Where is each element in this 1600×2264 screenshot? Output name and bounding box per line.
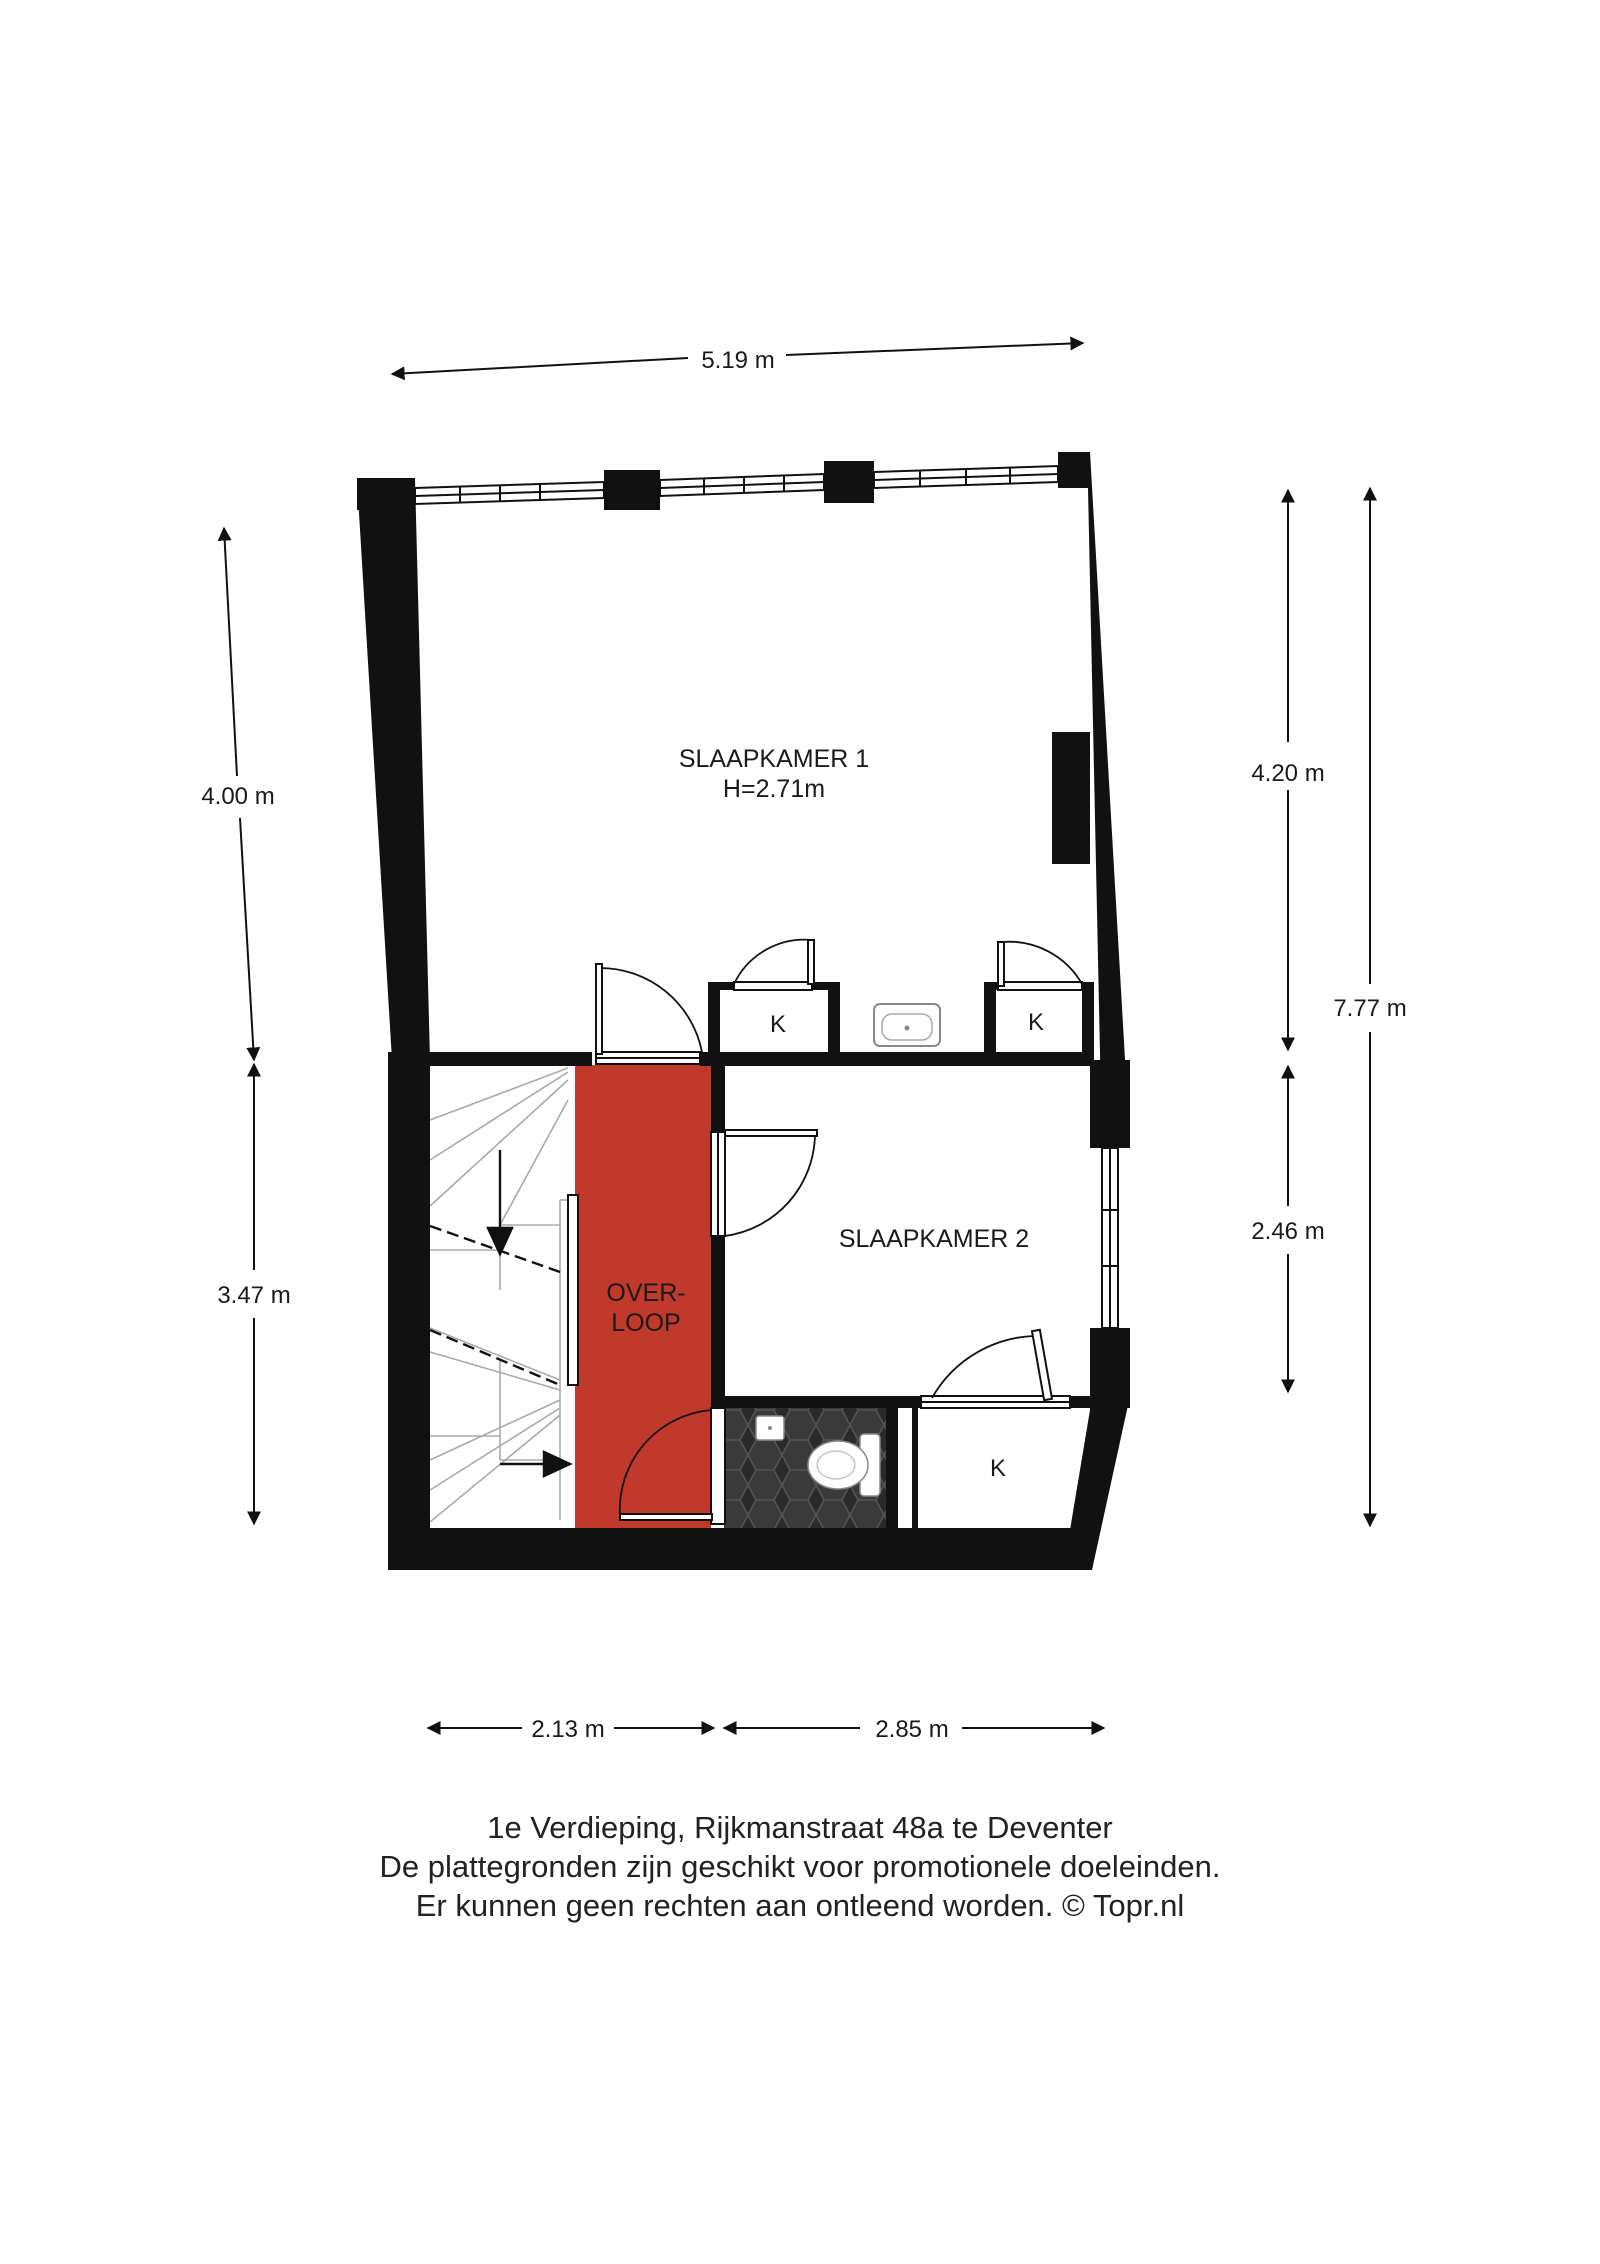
dim-left-upper: 4.00 m <box>201 783 275 810</box>
washbasin-toilet <box>756 1416 784 1440</box>
dim-left-lower: 3.47 m <box>217 1282 291 1309</box>
caption-line-2: De plattegronden zijn geschikt voor promotionele doeleinden. <box>379 1849 1221 1884</box>
wall-interior-horizontal-left <box>420 1052 592 1066</box>
wall-interior-horizontal-right <box>700 1052 1092 1066</box>
dim-left-upper-line-a <box>224 528 237 776</box>
room-slaapkamer2-name: SLAAPKAMER 2 <box>838 1225 1030 1253</box>
chimney-block <box>1052 732 1090 864</box>
dim-bottom-right: 2.85 m <box>875 1716 949 1743</box>
wall-slaapkamer2-bottom-right <box>1070 1396 1130 1408</box>
room-kast-right: K <box>1027 1009 1045 1036</box>
wall-right-lower-upper <box>1090 1060 1130 1148</box>
dim-top-width: 5.19 m <box>701 347 775 374</box>
wall-right-lower <box>1090 1328 1130 1400</box>
dim-bottom-left: 2.13 m <box>531 1716 605 1743</box>
dim-left-upper-line-b <box>240 818 254 1060</box>
dim-right-upper: 4.20 m <box>1251 760 1325 787</box>
dim-top-line-left <box>392 358 688 374</box>
wall-top-pier-1 <box>604 470 660 510</box>
room-overloop-line1: OVER- <box>606 1279 686 1307</box>
wall-toilet-right <box>886 1404 898 1530</box>
door-toilet[interactable] <box>711 1408 725 1524</box>
door-kast-right[interactable] <box>998 982 1082 990</box>
wall-left-lower <box>388 1052 430 1570</box>
staircase <box>430 1068 575 1522</box>
room-slaapkamer1-height: H=2.71m <box>722 775 826 803</box>
dim-right-total: 7.77 m <box>1333 995 1407 1022</box>
caption-line-1: 1e Verdieping, Rijkmanstraat 48a te Deventer <box>487 1810 1113 1845</box>
wall-top-left-corner <box>357 478 415 510</box>
caption-line-3: Er kunnen geen rechten aan ontleend worden. © Topr.nl <box>415 1888 1185 1923</box>
wall-overloop-right <box>711 1060 725 1132</box>
windows <box>415 466 1118 1328</box>
door-kast-left[interactable] <box>734 982 812 990</box>
washbasin-hall <box>874 1004 940 1046</box>
room-slaapkamer1-name: SLAAPKAMER 1 <box>678 745 870 773</box>
room-kast-left: K <box>769 1011 787 1038</box>
caption <box>0 1808 1600 1925</box>
wall-left-upper <box>357 478 430 1060</box>
stair-handrail <box>568 1195 578 1385</box>
dim-right-lower: 2.46 m <box>1251 1218 1325 1245</box>
room-kast-bottom: K <box>989 1455 1007 1482</box>
room-overloop-line2: LOOP <box>611 1309 681 1337</box>
wall-top-pier-2 <box>824 461 874 503</box>
dim-top-line-right <box>786 343 1083 355</box>
wall-bottom <box>388 1528 1092 1570</box>
